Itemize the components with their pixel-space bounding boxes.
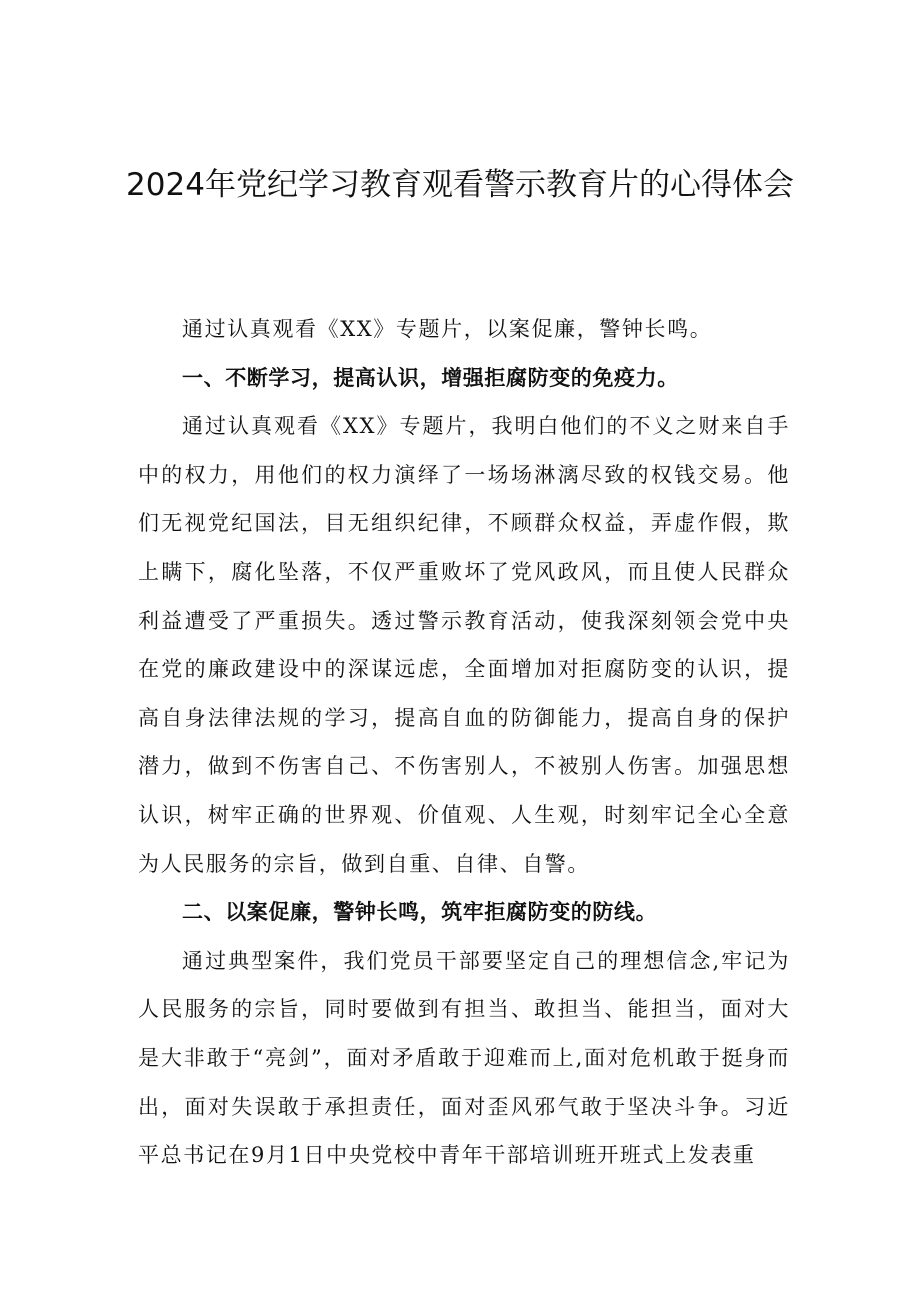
section-heading-1: 一、不断学习，提高认识，增强拒腐防变的免疫力。 — [182, 365, 679, 390]
section-2-paragraph: 通过典型案件，我们党员干部要坚定自己的理想信念,牢记为人民服务的宗旨，同时要做到有担当、敢担当、能担当，面对大是大非敢于“亮剑”，面对矛盾敢于迎难而上,面对危机敢于挺身而出，面对失误敢于承担责任，面对歪风邪气敢于坚决斗争。习近平总书记在9月1日中央党校中青年干部培训班开班式上发表重 — [138, 948, 790, 1168]
document-title: 2024年党纪学习教育观看警示教育片的心得体会 — [126, 167, 794, 203]
document-body — [138, 305, 790, 1180]
section-heading-2: 二、以案促廉，警钟长鸣，筑牢拒腐防变的防线。 — [182, 900, 658, 925]
section-1-paragraph: 通过认真观看《XX》专题片，我明白他们的不义之财来自手中的权力，用他们的权力演绎了一场场淋漓尽致的权钱交易。他们无视党纪国法，目无组织纪律，不顾群众权益，弄虚作假，欺上瞒下，腐化坠落，不仅严重败坏了党风政风，而且使人民群众利益遭受了严重损失。透过警示教育活动，使我深刻领会党中央在党的廉政建设中的深谋远虑，全面增加对拒腐防变的认识，提高自身法律法规的学习，提高自血的防御能力，提高自身的保护潜力，做到不伤害自己、不伤害别人，不被别人伤害。加强思想认识，树牢正确的世界观、价值观、人生观，时刻牢记全心全意为人民服务的宗旨，做到自重、自律、自警。 — [138, 414, 790, 876]
intro-paragraph: 通过认真观看《XX》专题片，以案促廉，警钟长鸣。 — [182, 317, 713, 341]
